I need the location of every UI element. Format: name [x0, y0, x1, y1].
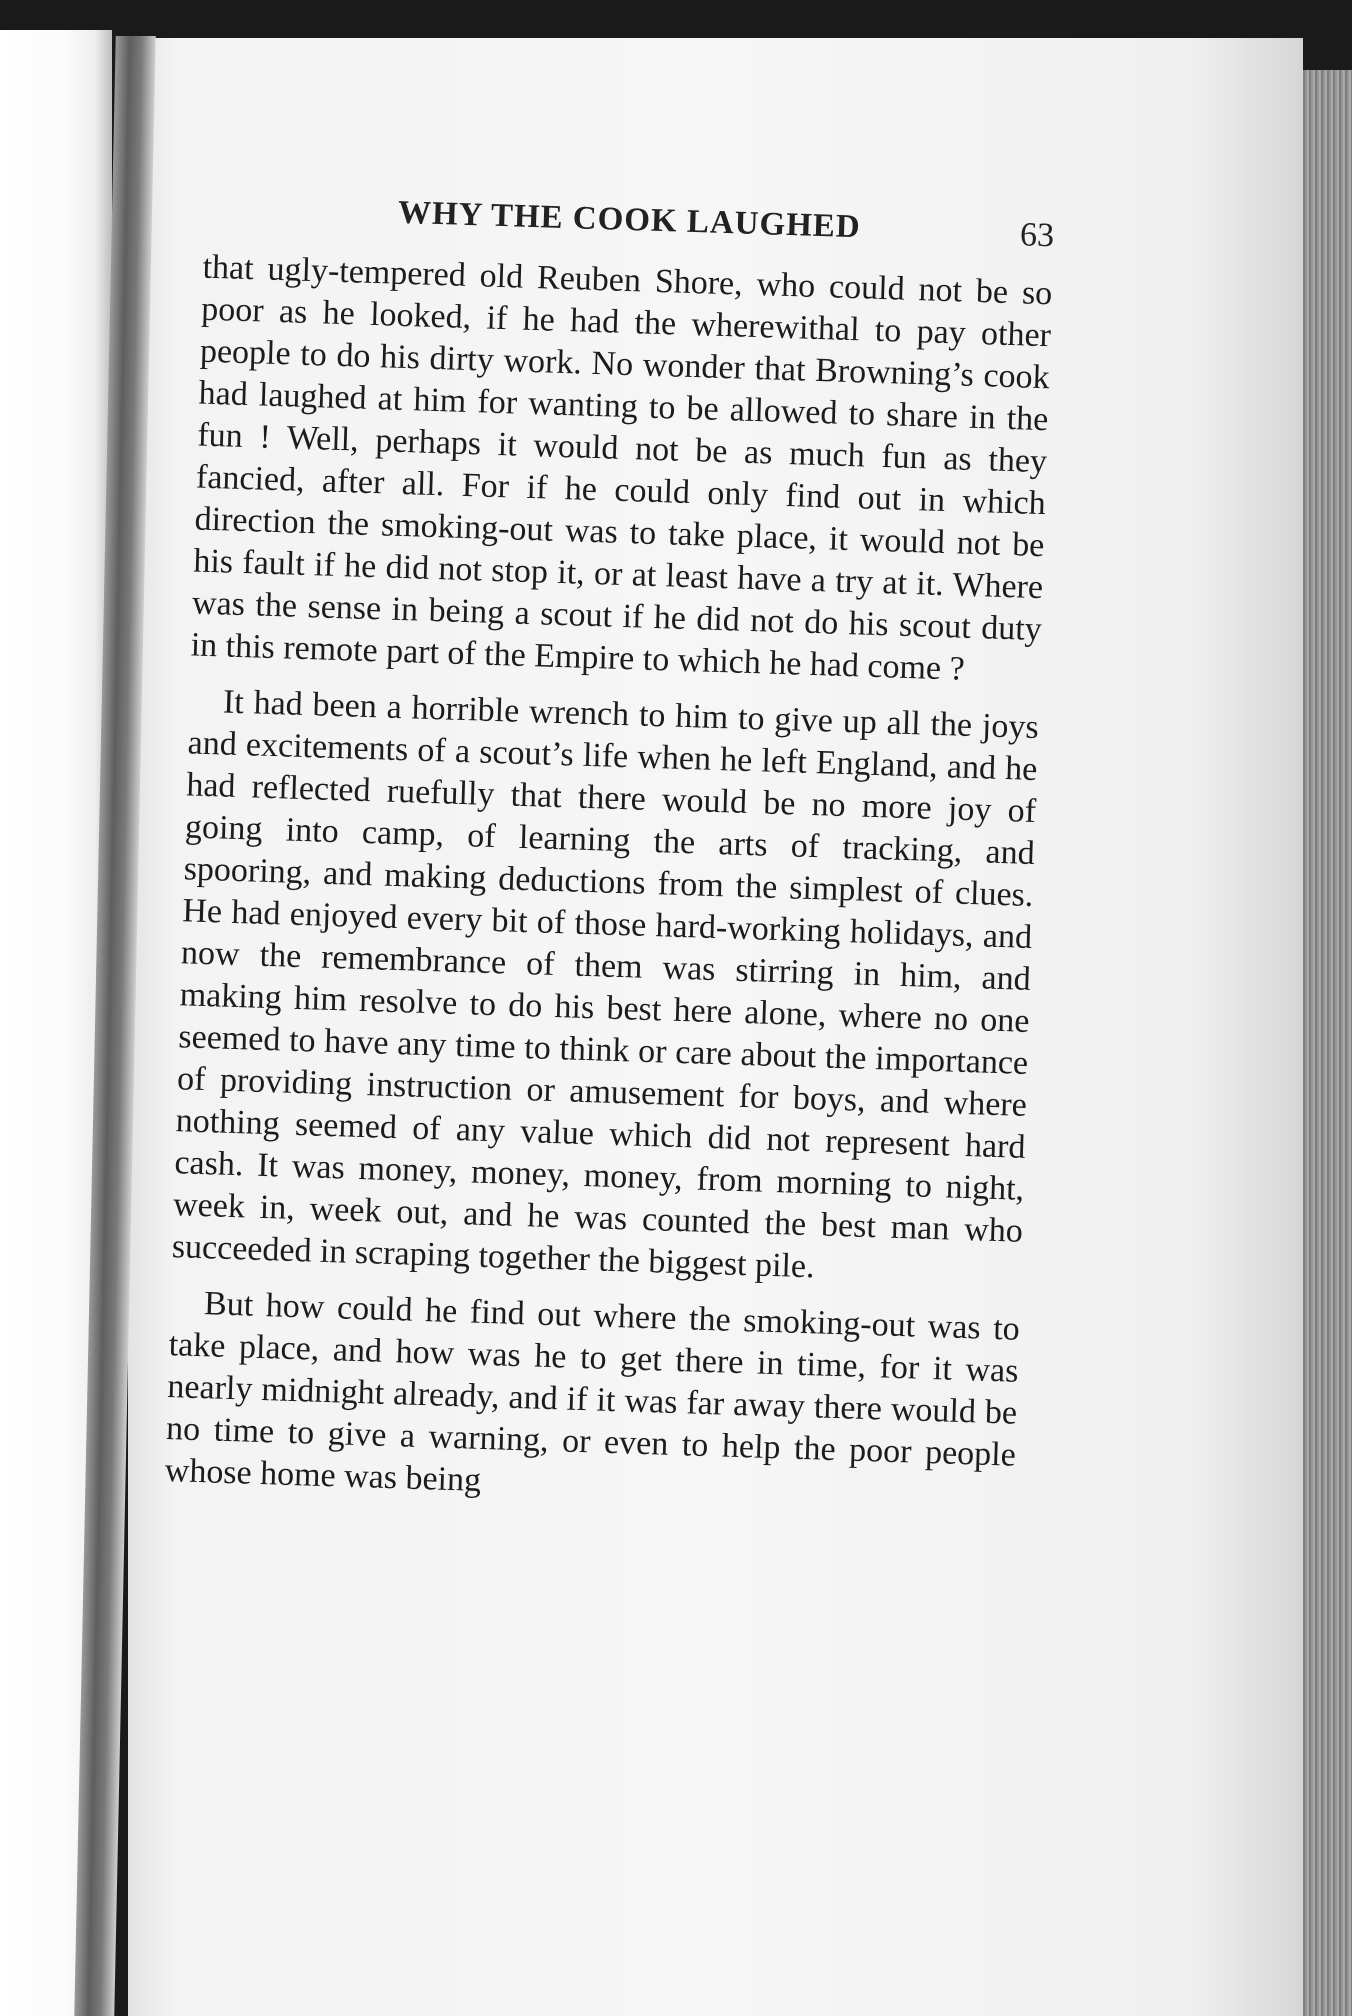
page-number: 63: [1019, 216, 1055, 255]
paragraph-3: But how could he find out where the smoking-out was to take place, and how was he to get there in time, for it was nearly midnight already, and if it was far away there would be no time to give a warning, or even to help the poor people whose home was being: [164, 1285, 1021, 1499]
page-content: [164, 187, 1055, 1519]
paragraph-2: It had been a horrible wrench to him to give up all the joys and excitements of a scout’s life when he left England, and he had reflected ruefully that there would be no more joy of going into camp, of learning the arts of tracking, and spooring, and making deductions from the simplest of clues. He had enjoyed every bit of those hard-working holidays, and now the remembrance of them was stirring in him, and making him resolve to do his best here alone, where no one seemed to have any time to think or care about the importance of providing instruction or amusement for boys, and where nothing seemed of any value which did not represent hard cash. It was money, money, money, from morning to night, week in, week out, and he was counted the best man who succeeded in scraping together the biggest pile.: [171, 683, 1040, 1286]
running-head: WHY THE COOK LAUGHED: [397, 194, 862, 246]
paragraph-1: that ugly-tempered old Reuben Shore, who could not be so poor as he looked, if he had the wherewithal to pay other people to do his dirty work. No wonder that Browning’s cook had laughed at him for wanting to be allowed to share in the fun ! Well, perhaps it would not be as much fun as they fancied, after all. For if he could only find out in which direction the smoking-out was to take place, it would not be his fault if he did not stop it, or at least have a try at it. Where was the sense in being a scout if he did not do his scout duty in this remote part of the Empire to which he had come ?: [190, 248, 1053, 688]
